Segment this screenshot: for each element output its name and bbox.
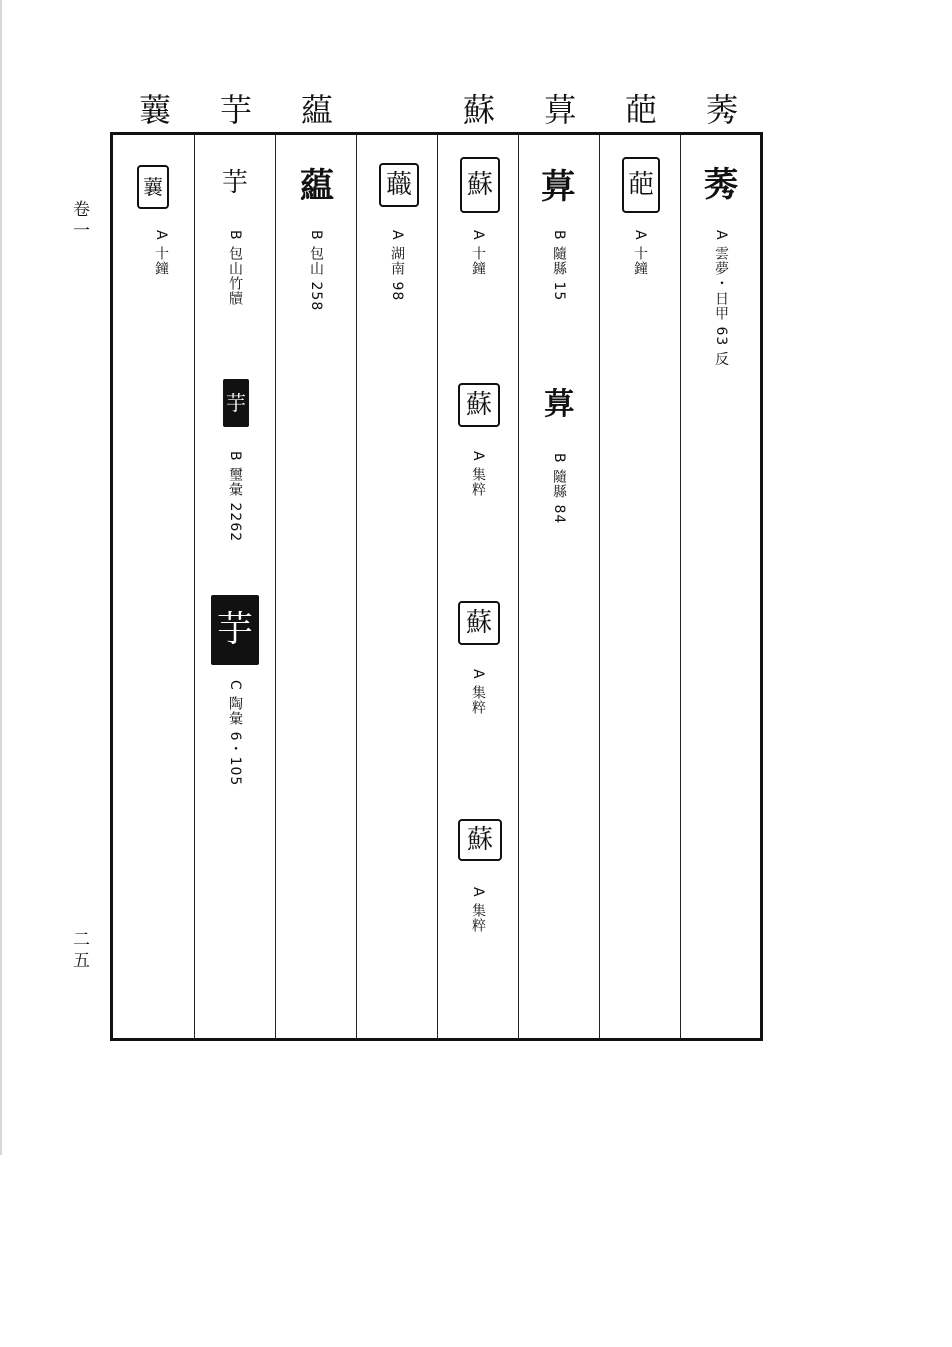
heading-col-6: 藴 [300, 91, 333, 129]
glyph-image: 芋 [221, 168, 248, 198]
source-label: B 包山 258 [308, 230, 324, 312]
column-6 [275, 135, 356, 1038]
volume-label: 卷一 [69, 200, 89, 242]
heading-col-4: 蘇 [462, 91, 495, 129]
column-8 [113, 135, 193, 1038]
source-label: A 集粹 [470, 451, 486, 498]
source-label: C 陶彙 6・105 [227, 680, 243, 787]
seal-glyph-image: 蘇 [458, 383, 500, 427]
seal-glyph-image: 蘘 [137, 165, 169, 209]
source-label: A 雲夢・日甲 63 反 [713, 230, 729, 367]
heading-col-1: 莠 [705, 91, 738, 129]
glyph-image: 莠 [704, 165, 738, 205]
heading-col-8: 蘘 [138, 91, 171, 129]
character-table [110, 132, 763, 1041]
column-5 [356, 135, 437, 1038]
source-label: B 隨縣 84 [551, 453, 567, 525]
glyph-image: 萛 [544, 387, 574, 422]
column-4 [437, 135, 518, 1038]
glyph-image: 藴 [300, 166, 334, 206]
source-label: B 璽彙 2262 [227, 451, 243, 543]
column-1 [680, 135, 761, 1038]
seal-glyph-image: 蘇 [460, 157, 500, 213]
column-3 [518, 135, 599, 1038]
heading-row [111, 90, 762, 130]
page-number: 二五 [69, 930, 89, 972]
heading-col-3: 萛 [543, 91, 576, 129]
source-label: A 十鐘 [632, 230, 648, 277]
heading-col-7: 芋 [219, 91, 252, 129]
seal-glyph-image: 芋 [211, 595, 259, 665]
seal-glyph-image: 芋 [223, 379, 249, 427]
seal-glyph-image: 蘇 [458, 601, 500, 645]
column-7 [194, 135, 275, 1038]
seal-glyph-image: 蘵 [379, 163, 419, 207]
source-label: A 集粹 [470, 669, 486, 716]
seal-glyph-image: 葩 [622, 157, 660, 213]
source-label: A 十鐘 [153, 230, 169, 277]
seal-glyph-image: 蘇 [458, 819, 502, 861]
page-left-edge [0, 0, 2, 1155]
glyph-image: 萛 [541, 167, 575, 207]
heading-col-2: 葩 [624, 91, 657, 129]
source-label: A 十鐘 [470, 230, 486, 277]
source-label: A 集粹 [470, 887, 486, 934]
source-label: B 包山竹牘 [227, 230, 243, 307]
source-label: A 湖南 98 [389, 230, 405, 302]
column-2 [599, 135, 680, 1038]
source-label: B 隨縣 15 [551, 230, 567, 302]
